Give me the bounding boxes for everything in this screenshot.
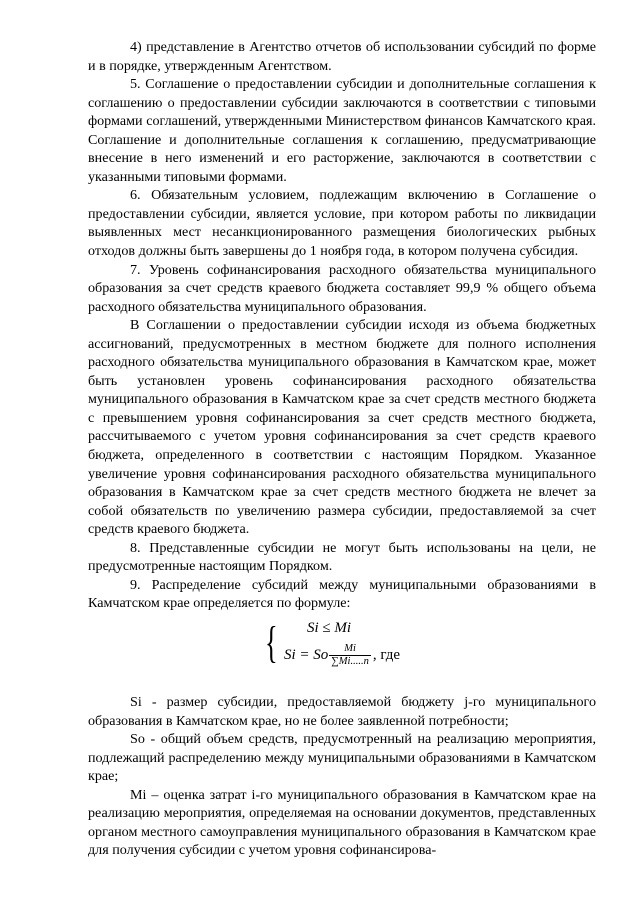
paragraph-item-6: 6. Обязательным условием, подлежащим включению в Соглашение о предоставлении субсидии, является условие, при котором работы по ликвидации выявленных мест несанкционированного размещения биологических рыбных отходов должны быть завершены до 1 ноября года, в котором получена субсидия. bbox=[88, 187, 596, 260]
formula-line-1: Si ≤ Mi bbox=[307, 619, 352, 636]
document-page bbox=[88, 38, 596, 860]
paragraph-item-9: 9. Распределение субсидий между муниципальными образованиями в Камчатском крае определяется по формуле: bbox=[88, 576, 596, 612]
definition-si: Si - размер субсидии, предоставляемой бюджету j-го муниципального образования в Камчатском крае, но не более заявленной потребности; bbox=[88, 693, 596, 729]
formula-line-2-left: Si = So bbox=[284, 646, 329, 663]
formula-fraction bbox=[329, 643, 371, 668]
paragraph-item-7: 7. Уровень софинансирования расходного обязательства муниципального образования за счет средств краевого бюджета составляет 99,9 % общего объема расходного обязательства муниципального образования. bbox=[88, 261, 596, 315]
paragraph-item-8: 8. Представленные субсидии не могут быть использованы на цели, не предусмотренные настоящим Порядком. bbox=[88, 539, 596, 575]
formula-line-2 bbox=[284, 643, 400, 668]
paragraph-item-5: 5. Соглашение о предоставлении субсидии и дополнительные соглашения к соглашению о предоставлении субсидии заключаются в соответствии с типовыми формами соглашений, утвержденными Министерством финансов Камчатского края. Соглашение и дополнительные соглашения к соглашению, предусматривающие внесение в него изменений и его расторжение, заключаются в соответствии с указанными типовыми формами. bbox=[88, 76, 596, 185]
formula-suffix: , где bbox=[372, 646, 401, 663]
paragraph-item-4: 4) представление в Агентство отчетов об использовании субсидий по форме и в порядке, утвержденным Агентством. bbox=[88, 39, 596, 74]
definition-mi: Mi – оценка затрат i-го муниципального образования в Камчатском крае на реализацию мероприятия, определяемая на основании документов, представленных органом местного самоуправления муниципального образования в Камчатском крае для получения субсидии с учетом уровня софинансирова- bbox=[88, 786, 596, 859]
paragraph-agreement: В Соглашении о предоставлении субсидии исходя из объема бюджетных ассигнований, предусмотренных в местном бюджете для полного исполнения расходного обязательства муниципального образования в Камчатском крае, может быть установлен уровень софинансирования расходного обязательства муниципального образования в Камчатском крае за счет средств местного бюджета с превышением уровня софинансирования за счет средств местного бюджета, рассчитываемого с учетом уровня софинансирования за счет средств краевого бюджета, определенного в соответствии с настоящим Порядком. Указанное увеличение уровня софинансирования расходного обязательства муниципального образования в Камчатском крае за счет средств местного бюджета не влечет за собой обязательств по увеличению размера субсидии, предоставляемой за счет средств краевого бюджета. bbox=[88, 317, 596, 538]
definition-so: So - общий объем средств, предусмотренный на реализацию мероприятия, подлежащий распределению между муниципальными образованиями в Камчатском крае; bbox=[88, 731, 596, 785]
distribution-formula bbox=[88, 619, 596, 677]
formula-brace: { bbox=[265, 617, 278, 667]
formula-fraction-denominator: ∑Mi.....n bbox=[331, 655, 369, 667]
formula-fraction-numerator: Mi bbox=[329, 643, 371, 656]
